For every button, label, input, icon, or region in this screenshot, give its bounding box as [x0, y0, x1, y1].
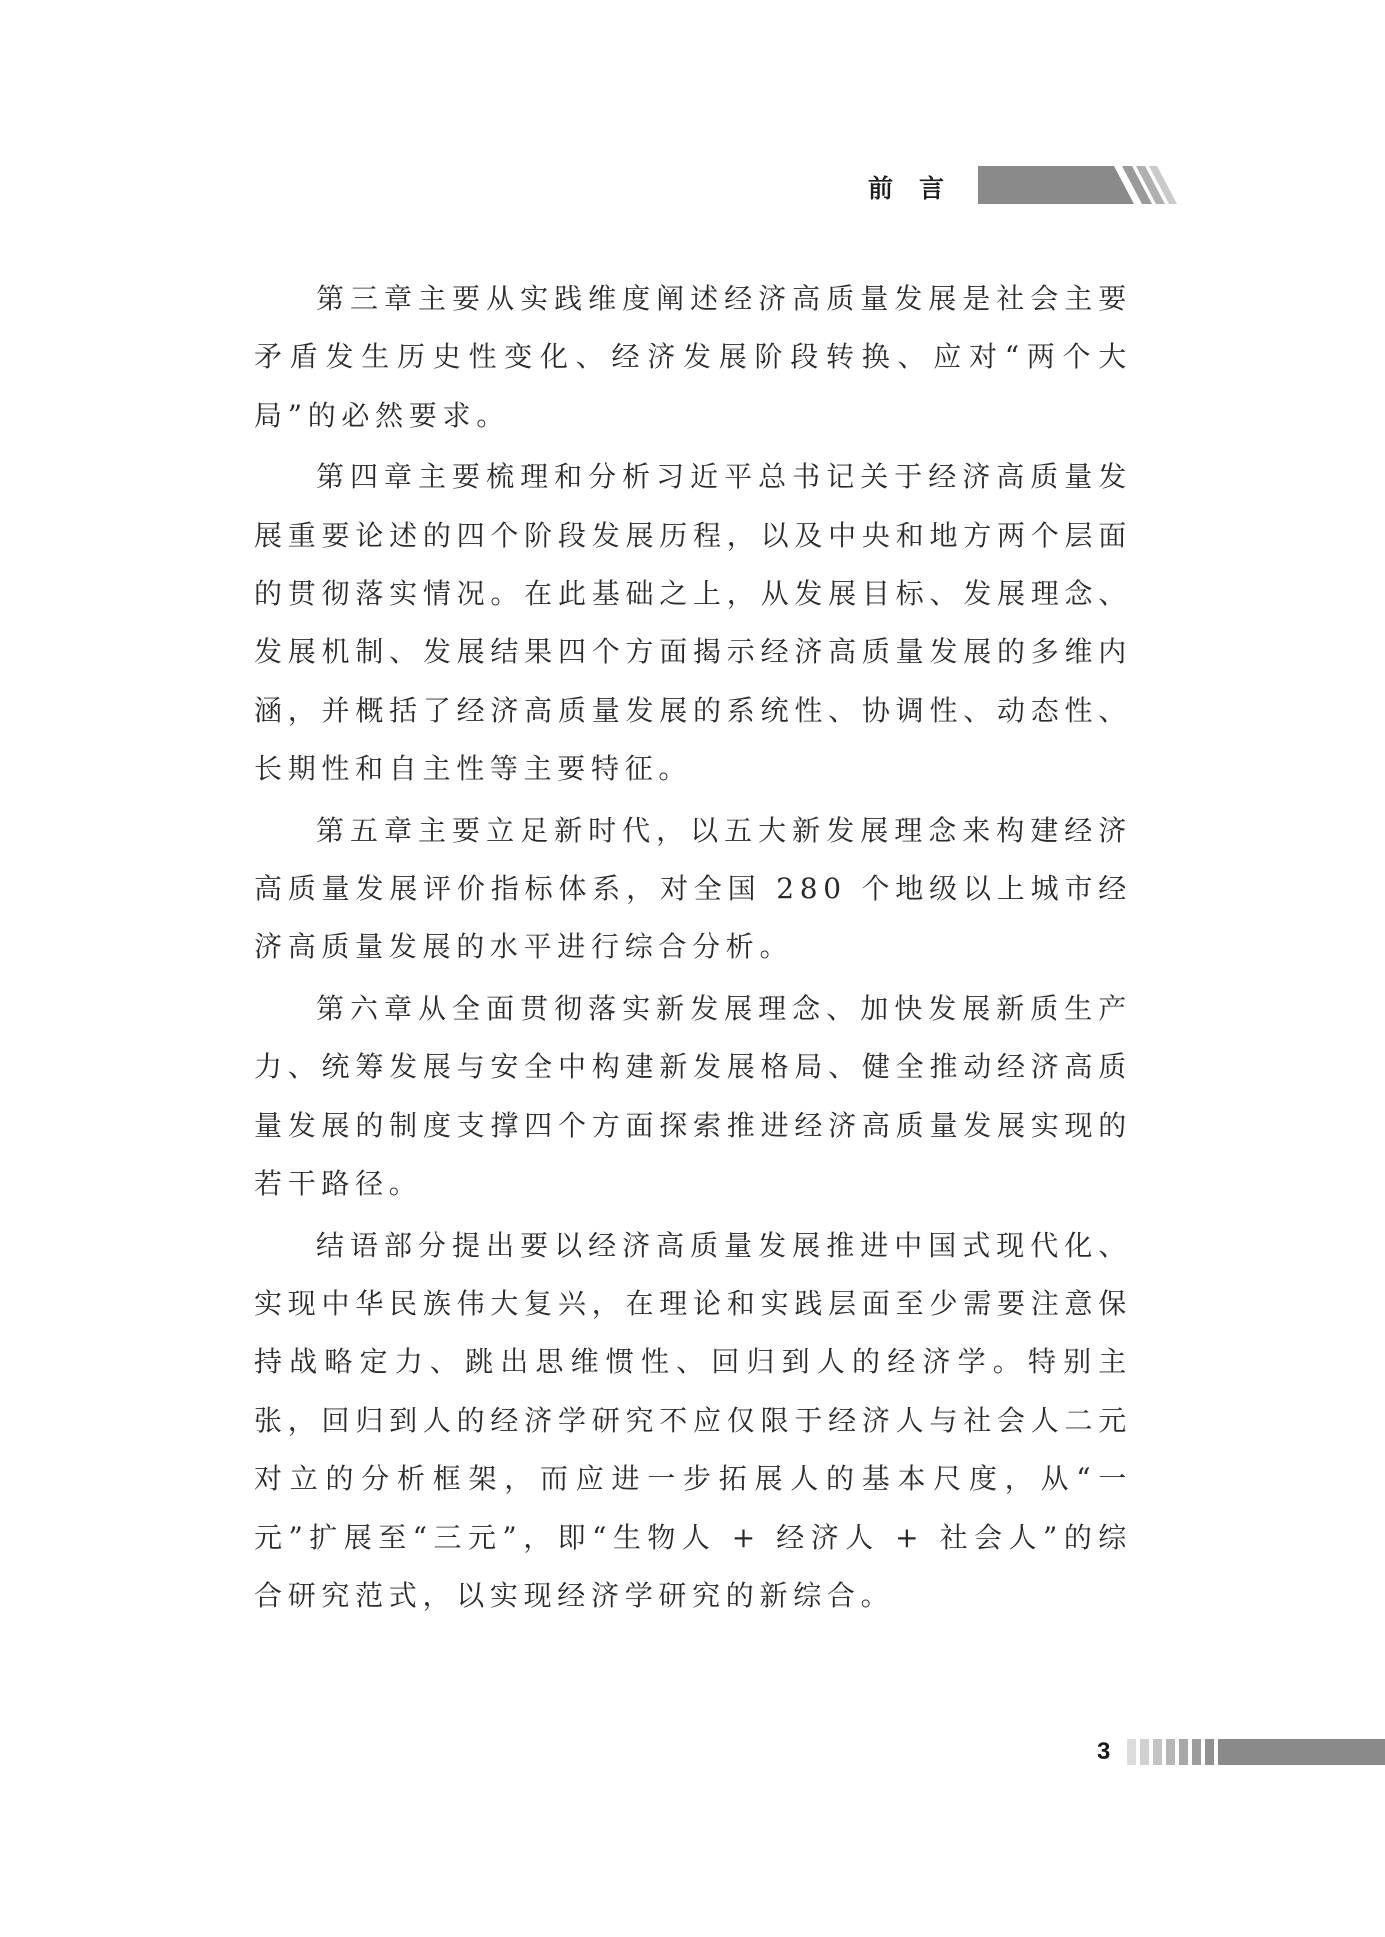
paragraph-chapter-4: 第四章主要梳理和分析习近平总书记关于经济高质量发展重要论述的四个阶段发展历程，以及中央和地方两个层面的贯彻落实情况。在此基础之上，从发展目标、发展理念、发展机制、发展结果四个方面揭示经济高质量发展的多维内涵，并概括了经济高质量发展的系统性、协调性、动态性、长期性和自主性等主要特征。 — [254, 460, 1132, 786]
page-footer — [1097, 1736, 1385, 1768]
running-header — [868, 166, 1178, 204]
body-text — [254, 270, 1132, 1628]
header-title: 前言 — [868, 174, 971, 203]
footer-decoration-bar — [1127, 1739, 1385, 1765]
paragraph-conclusion: 结语部分提出要以经济高质量发展推进中国式现代化、实现中华民族伟大复兴，在理论和实践层面至少需要注意保持战略定力、跳出思维惯性、回归到人的经济学。特别主张，回归到人的经济学研究不应仅限于经济人与社会人二元对立的分析框架，而应进一步拓展人的基本尺度，从“一元”扩展至“三元”，即“生物人 + 经济人 + 社会人”的综合研究范式，以实现经济学研究的新综合。 — [254, 1228, 1132, 1612]
paragraph-chapter-6: 第六章从全面贯彻落实新发展理念、加快发展新质生产力、统筹发展与安全中构建新发展格局、健全推动经济高质量发展的制度支撑四个方面探索推进经济高质量发展实现的若干路径。 — [254, 991, 1132, 1201]
paragraph-chapter-5: 第五章主要立足新时代，以五大新发展理念来构建经济高质量发展评价指标体系，对全国 280 个地级以上城市经济高质量发展的水平进行综合分析。 — [254, 813, 1132, 964]
paragraph-chapter-3: 第三章主要从实践维度阐述经济高质量发展是社会主要矛盾发生历史性变化、经济发展阶段转换、应对“两个大局”的必然要求。 — [254, 282, 1132, 432]
header-decoration-bar — [978, 166, 1178, 204]
page-number: 3 — [1097, 1738, 1111, 1765]
